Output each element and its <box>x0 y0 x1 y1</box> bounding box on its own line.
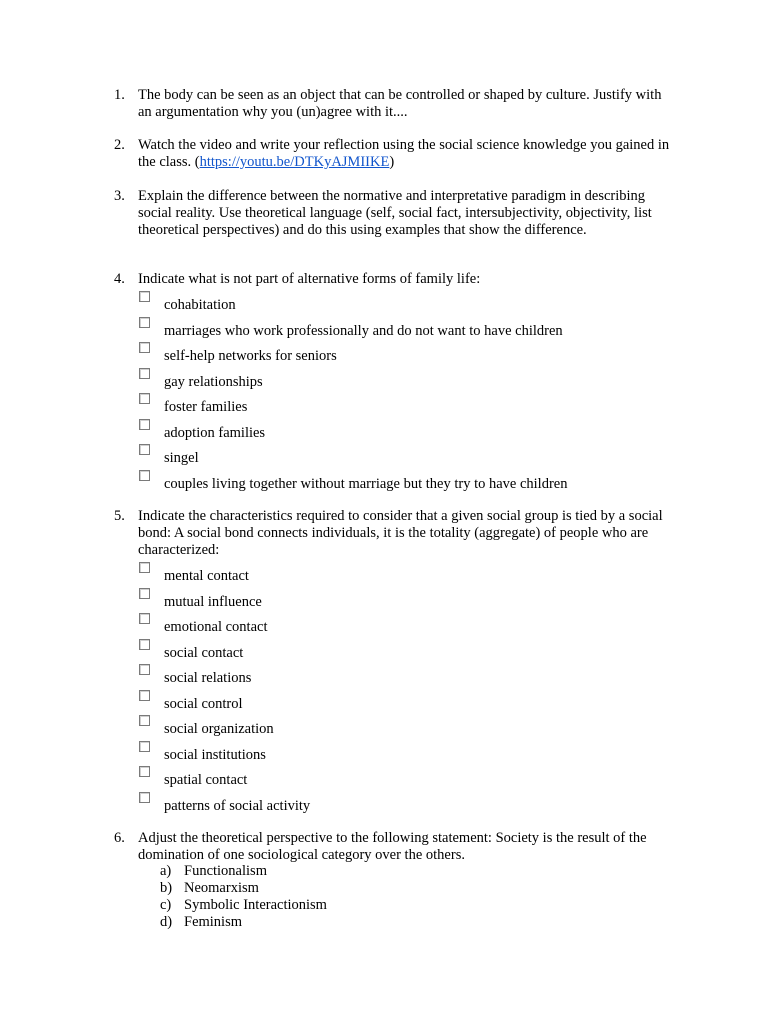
checkbox[interactable] <box>139 342 150 353</box>
choice-item[interactable] <box>160 880 460 897</box>
option-item[interactable] <box>138 368 658 394</box>
checkbox[interactable] <box>139 690 150 701</box>
option-label: adoption families <box>164 424 266 441</box>
question-number: 1. <box>114 87 125 103</box>
checkbox[interactable] <box>139 291 150 302</box>
question-number: 5. <box>114 508 125 524</box>
option-label: mutual influence <box>164 593 262 610</box>
choice-text: Feminism <box>184 914 243 930</box>
option-label: patterns of social activity <box>164 797 311 814</box>
choice-item[interactable] <box>160 914 460 931</box>
option-item[interactable] <box>138 562 658 588</box>
question-text: The body can be seen as an object that can be controlled or shaped by culture. Justify with an argumentation why you (un)agree with it.... <box>138 87 662 120</box>
option-label: social control <box>164 695 243 712</box>
option-item[interactable] <box>138 690 658 716</box>
question-text: Indicate the characteristics required to consider that a given social group is tied by a social bond: A social bond connects individuals, it is the totality (aggregate) of people who are characterized: <box>138 508 663 558</box>
option-item[interactable] <box>138 639 658 665</box>
question-text <box>138 137 674 171</box>
question-4-options <box>138 291 658 495</box>
choice-text: Neomarxism <box>184 880 259 896</box>
option-label: social contact <box>164 644 244 661</box>
option-label: marriages who work professionally and do not want to have children <box>164 322 563 339</box>
choice-text: Functionalism <box>184 863 267 879</box>
question-5 <box>114 508 674 559</box>
option-item[interactable] <box>138 342 658 368</box>
option-item[interactable] <box>138 588 658 614</box>
checkbox[interactable] <box>139 792 150 803</box>
choice-text: Symbolic Interactionism <box>184 897 327 913</box>
option-label: social organization <box>164 721 274 737</box>
option-item[interactable] <box>138 444 658 470</box>
option-label: self-help networks for seniors <box>164 348 337 364</box>
choice-letter: a) <box>160 863 172 879</box>
option-item[interactable] <box>138 741 658 767</box>
checkbox[interactable] <box>139 741 150 752</box>
question-number: 2. <box>114 137 125 153</box>
option-label: mental contact <box>164 568 249 584</box>
checkbox[interactable] <box>139 766 150 777</box>
option-label: emotional contact <box>164 619 268 635</box>
question-6-choices <box>160 863 460 931</box>
question-4 <box>114 271 674 288</box>
question-2 <box>114 137 674 171</box>
choice-item[interactable] <box>160 863 460 880</box>
checkbox[interactable] <box>139 470 150 481</box>
option-item[interactable] <box>138 613 658 639</box>
option-label: cohabitation <box>164 297 236 313</box>
option-label: spatial contact <box>164 772 248 788</box>
option-item[interactable] <box>138 664 658 690</box>
option-label: singel <box>164 450 199 466</box>
question-number: 3. <box>114 188 125 204</box>
option-item[interactable] <box>138 393 658 419</box>
checkbox[interactable] <box>139 444 150 455</box>
checkbox[interactable] <box>139 715 150 726</box>
option-item[interactable] <box>138 470 658 496</box>
checkbox[interactable] <box>139 613 150 624</box>
question-3 <box>114 188 674 239</box>
question-text-after-link: ) <box>389 154 395 170</box>
question-6 <box>114 830 674 864</box>
option-label: foster families <box>164 399 248 415</box>
option-item[interactable] <box>138 291 658 317</box>
option-label: social relations <box>164 670 252 686</box>
checkbox[interactable] <box>139 664 150 675</box>
question-text: Adjust the theoretical perspective to the following statement: Society is the result of the domination of one sociological category over the others. <box>138 830 647 863</box>
checkbox[interactable] <box>139 317 150 328</box>
question-5-options <box>138 562 658 817</box>
option-label: couples living together without marriage but they try to have children <box>164 475 568 492</box>
option-item[interactable] <box>138 792 658 818</box>
question-text: Indicate what is not part of alternative forms of family life: <box>138 271 481 287</box>
checkbox[interactable] <box>139 393 150 404</box>
question-text: Explain the difference between the normative and interpretative paradigm in describing social reality. Use theoretical language (self, social fact, intersubjectivity, objectivity, list theoretical perspectives) and do this using examples that show the difference. <box>138 188 652 238</box>
choice-letter: c) <box>160 897 172 913</box>
checkbox[interactable] <box>139 639 150 650</box>
question-number: 6. <box>114 830 125 846</box>
option-label: gay relationships <box>164 373 263 390</box>
question-text-before-link: Watch the video and write your reflection using the social science knowledge you gained in the class. ( <box>138 137 670 170</box>
checkbox[interactable] <box>139 368 150 379</box>
option-item[interactable] <box>138 766 658 792</box>
option-item[interactable] <box>138 419 658 445</box>
checkbox[interactable] <box>139 562 150 573</box>
checkbox[interactable] <box>139 588 150 599</box>
choice-item[interactable] <box>160 897 460 914</box>
choice-letter: b) <box>160 880 173 896</box>
choice-letter: d) <box>160 914 173 930</box>
video-link[interactable]: https://youtu.be/DTKyAJMIIKE <box>199 154 390 170</box>
checkbox[interactable] <box>139 419 150 430</box>
option-item[interactable] <box>138 715 658 741</box>
option-label: social institutions <box>164 746 266 763</box>
option-item[interactable] <box>138 317 658 343</box>
question-number: 4. <box>114 271 125 287</box>
question-1 <box>114 87 674 121</box>
